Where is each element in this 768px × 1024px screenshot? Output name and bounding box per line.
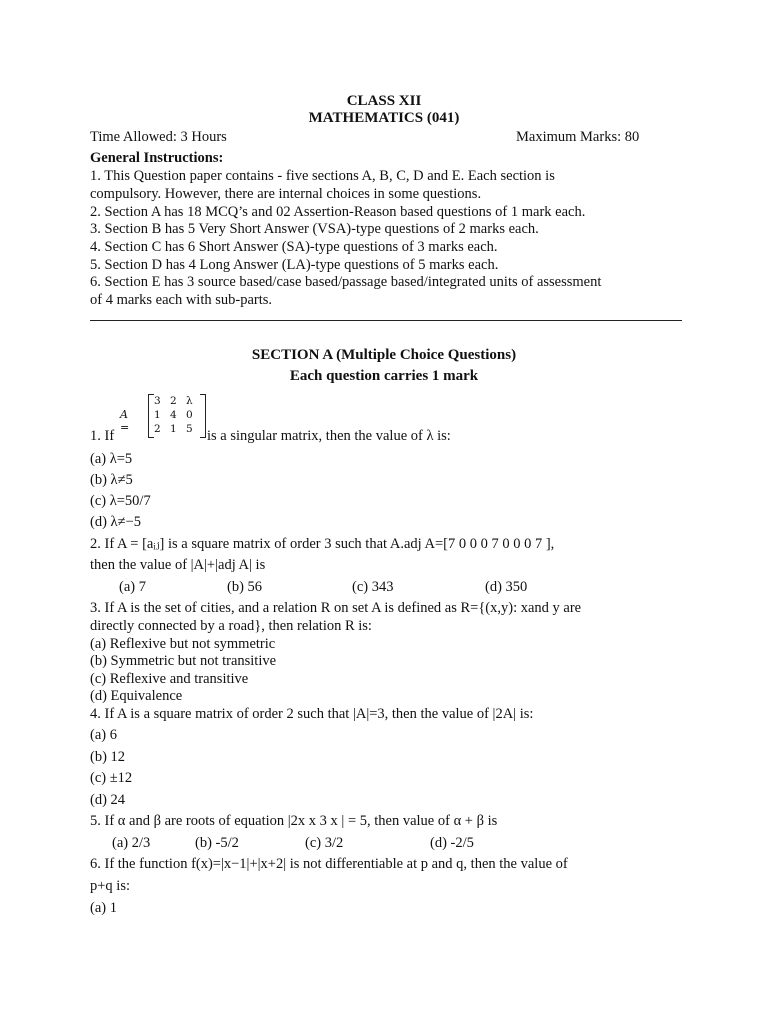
- instruction-line: of 4 marks each with sub-parts.: [90, 292, 273, 308]
- separator-line: [90, 320, 682, 321]
- q2-option: (d) 350: [485, 579, 528, 595]
- instruction-line: 1. This Question paper contains - five sections A, B, C, D and E. Each section is: [90, 168, 555, 184]
- matrix-label: A =: [120, 408, 130, 434]
- instruction-line: compulsory. However, there are internal choices in some questions.: [90, 186, 482, 202]
- q4-option: (d) 24: [90, 792, 126, 808]
- matrix-entry: 2: [154, 423, 161, 435]
- q2-option: (b) 56: [227, 579, 263, 595]
- instruction-line: 4. Section C has 6 Short Answer (SA)-type questions of 3 marks each.: [90, 239, 498, 255]
- q4-option: (b) 12: [90, 749, 126, 765]
- subject-heading: MATHEMATICS (041): [308, 110, 460, 126]
- q5-option: (a) 2/3: [112, 835, 151, 851]
- q3-option: (b) Symmetric but not transitive: [90, 653, 277, 669]
- matrix-entry: 1: [170, 423, 177, 435]
- q6-stem: 6. If the function f(x)=|x−1|+|x+2| is not differentiable at p and q, then the value of: [90, 856, 568, 872]
- q3-option: (a) Reflexive but not symmetric: [90, 636, 276, 652]
- maximum-marks: Maximum Marks: 80: [516, 129, 640, 145]
- q1-option: (b) λ≠5: [90, 472, 133, 488]
- matrix-entry: 4: [170, 409, 177, 421]
- q2-stem: 2. If A = [aᵢⱼ] is a square matrix of order 3 such that A.adj A=[7 0 0 0 7 0 0 0 7 ],: [90, 536, 555, 552]
- matrix-right-bracket: [200, 394, 206, 438]
- matrix-entry: 3: [154, 395, 161, 407]
- matrix-entry: 1: [154, 409, 161, 421]
- instruction-line: 3. Section B has 5 Very Short Answer (VSA)-type questions of 2 marks each.: [90, 221, 539, 237]
- q1-stem: is a singular matrix, then the value of λ is:: [207, 428, 451, 444]
- instruction-line: 5. Section D has 4 Long Answer (LA)-type questions of 5 marks each.: [90, 257, 499, 273]
- section-title: SECTION A (Multiple Choice Questions): [251, 347, 517, 363]
- q1-option: (d) λ≠−5: [90, 514, 141, 530]
- matrix-entries: [154, 395, 202, 435]
- q4-option: (c) ±12: [90, 770, 133, 786]
- q2-option: (a) 7: [119, 579, 146, 595]
- q5-option: (c) 3/2: [305, 835, 344, 851]
- q1-prefix: 1. If: [90, 428, 115, 444]
- matrix-entry: 2: [170, 395, 177, 407]
- q1-option: (a) λ=5: [90, 451, 133, 467]
- q6-option: (a) 1: [90, 900, 117, 916]
- q5-option: (b) -5/2: [195, 835, 239, 851]
- q4-option: (a) 6: [90, 727, 117, 743]
- q3-option: (d) Equivalence: [90, 688, 183, 704]
- q3-stem: directly connected by a road}, then relation R is:: [90, 618, 372, 634]
- matrix-entry: λ: [186, 395, 193, 407]
- class-heading: CLASS XII: [346, 93, 422, 109]
- instruction-line: 2. Section A has 18 MCQ’s and 02 Assertion-Reason based questions of 1 mark each.: [90, 204, 586, 220]
- q4-stem: 4. If A is a square matrix of order 2 such that |A|=3, then the value of |2A| is:: [90, 706, 534, 722]
- q2-stem: then the value of |A|+|adj A| is: [90, 557, 266, 573]
- q5-option: (d) -2/5: [430, 835, 474, 851]
- section-subtitle: Each question carries 1 mark: [289, 368, 479, 384]
- q1-option: (c) λ=50/7: [90, 493, 151, 509]
- q5-stem: 5. If α and β are roots of equation |2x x 3 x | = 5, then value of α + β is: [90, 813, 498, 829]
- instruction-line: 6. Section E has 3 source based/case based/passage based/integrated units of assessment: [90, 274, 602, 290]
- q2-option: (c) 343: [352, 579, 394, 595]
- matrix-entry: 0: [186, 409, 193, 421]
- q3-option: (c) Reflexive and transitive: [90, 671, 249, 687]
- time-allowed: Time Allowed: 3 Hours: [90, 129, 227, 145]
- instructions-title: General Instructions:: [90, 150, 224, 166]
- matrix-entry: 5: [186, 423, 193, 435]
- q6-stem: p+q is:: [90, 878, 131, 894]
- q3-stem: 3. If A is the set of cities, and a relation R on set A is defined as R={(x,y): xand y are: [90, 600, 582, 616]
